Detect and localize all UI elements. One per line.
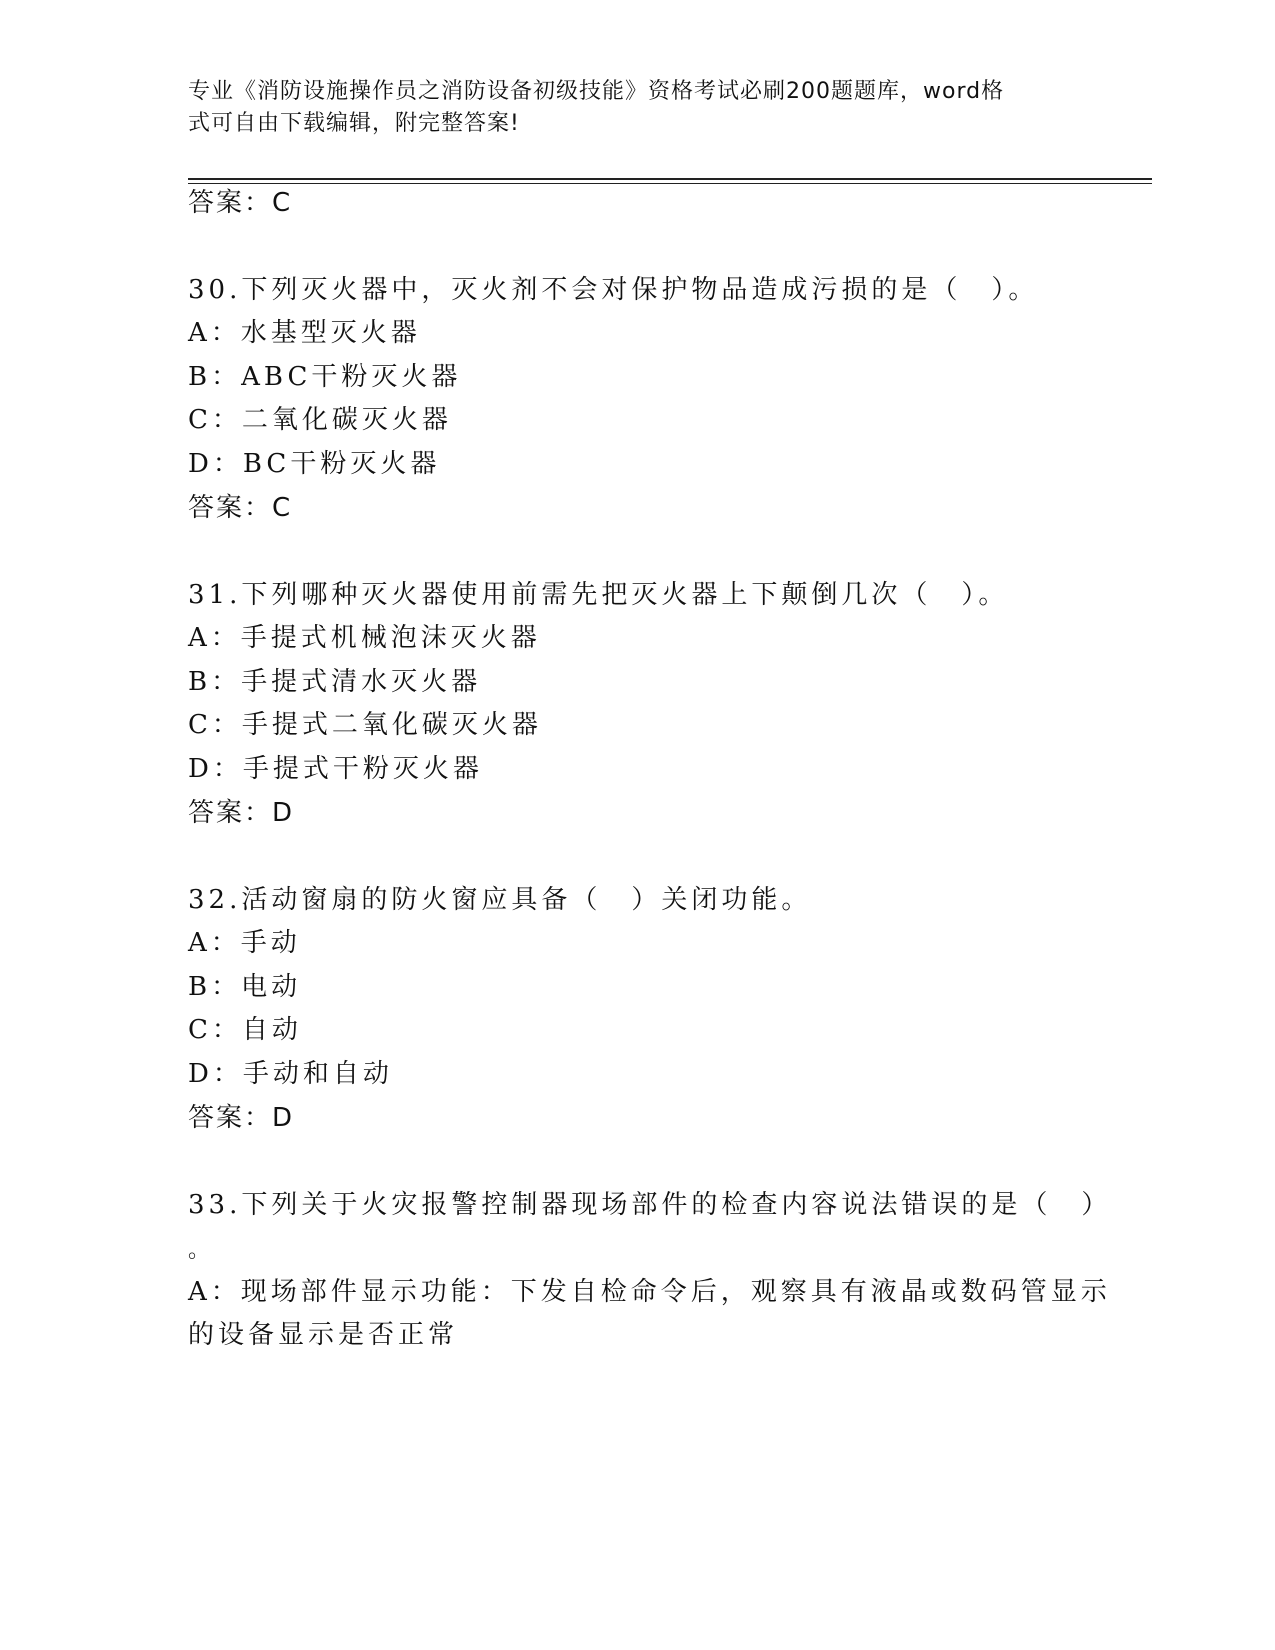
question-33-stem-continuation: 。 — [188, 1238, 215, 1263]
question-32-option-d: D：手动和自动 — [188, 1059, 393, 1089]
question-33-option-a: A：现场部件显示功能：下发自检命令后，观察具有液晶或数码管显示 — [188, 1277, 1111, 1307]
question-30-option-a: A：水基型灭火器 — [188, 318, 421, 348]
question-31-option-a: A：手提式机械泡沫灭火器 — [188, 623, 541, 653]
question-30-stem: 30.下列灭火器中，灭火剂不会对保护物品造成污损的是（ ）。 — [188, 275, 1039, 305]
question-32-option-a: A：手动 — [188, 928, 301, 958]
header-rule-thin — [188, 183, 1152, 184]
question-32-option-b: B：电动 — [188, 972, 302, 1002]
question-32-stem: 32.活动窗扇的防火窗应具备（ ）关闭功能。 — [188, 885, 812, 915]
header-line-2: 式可自由下载编辑，附完整答案! — [188, 111, 520, 136]
question-33-option-a-continuation: 的设备显示是否正常 — [188, 1320, 459, 1350]
question-30-answer: 答案：C — [188, 493, 293, 523]
question-32-option-c: C：自动 — [188, 1015, 302, 1045]
question-31-option-c: C：手提式二氧化碳灭火器 — [188, 710, 542, 740]
document-header — [188, 76, 1068, 140]
question-30-option-b: B：ABC干粉灭火器 — [188, 362, 462, 392]
question-30-option-d: D：BC干粉灭火器 — [188, 449, 441, 479]
question-31-stem: 31.下列哪种灭火器使用前需先把灭火器上下颠倒几次（ ）。 — [188, 580, 1009, 610]
question-31-answer: 答案：D — [188, 798, 295, 828]
header-rule — [188, 178, 1152, 180]
answer-29: 答案：C — [188, 188, 293, 218]
question-31-option-d: D：手提式干粉灭火器 — [188, 754, 483, 784]
header-line-1: 专业《消防设施操作员之消防设备初级技能》资格考试必刷200题题库，word格 — [188, 79, 1005, 104]
question-30-option-c: C：二氧化碳灭火器 — [188, 405, 452, 435]
question-33-stem: 33.下列关于火灾报警控制器现场部件的检查内容说法错误的是（ ） — [188, 1190, 1112, 1220]
question-31-option-b: B：手提式清水灭火器 — [188, 667, 482, 697]
question-32-answer: 答案：D — [188, 1103, 295, 1133]
